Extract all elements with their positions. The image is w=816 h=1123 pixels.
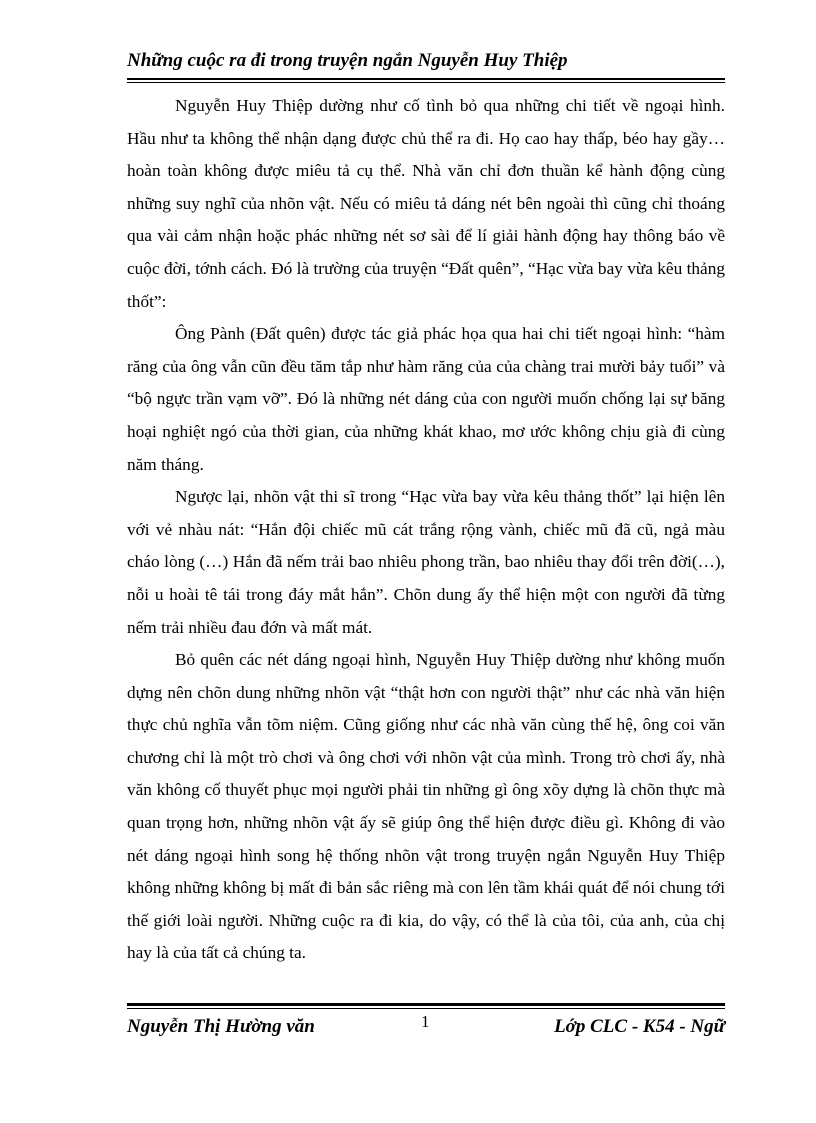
header-rule [127,82,725,83]
paragraph-3: Ngược lại, nhõn vật thi sĩ trong “Hạc vừa bay vừa kêu thảng thốt” lại hiện lên với vẻ nhàu nát: “Hắn đội chiếc mũ cát trắng rộng vành, chiếc mũ đã cũ, ngả màu cháo lòng (…) Hắn đã nếm trải bao nhiêu phong trần, bao nhiêu thay đổi trên đời(…), nỗi u hoài tê tái trong đáy mắt hắn”. Chõn dung ấy thể hiện một con người đã từng nếm trải nhiều đau đớn và mất mát. [127,487,725,637]
footer-author: Nguyễn Thị Hường văn [127,1016,315,1037]
page-footer [127,1003,725,1037]
footer-rule [127,1008,725,1009]
footer-class-label: Lớp CLC - K54 - Ngữ [554,1016,725,1037]
paragraph-4: Bỏ quên các nét dáng ngoại hình, Nguyễn Huy Thiệp dường như không muốn dựng nên chõn dung những nhõn vật “thật hơn con người thật” như các nhà văn hiện thực chủ nghĩa vẫn tõm niệm. Cũng giống như các nhà văn cùng thế hệ, ông coi văn chương chỉ là một trò chơi và ông chơi với nhõn vật của mình. Trong trò chơi ấy, nhà văn không cố thuyết phục mọi người phải tin những gì ông xõy dựng là chõn thực mà quan trọng hơn, những nhõn vật ấy sẽ giúp ông thể hiện được điều gì. Không đi vào nét dáng ngoại hình song hệ thống nhõn vật trong truyện ngắn Nguyễn Huy Thiệp không những không bị mất đi bản sắc riêng mà con lên tầm khái quát để nói chung tới thế giới loài người. Những cuộc ra đi kia, do vậy, có thể là của tôi, của anh, của chị hay là của tất cả chúng ta. [127,650,725,963]
page-header [127,48,725,80]
paragraph-1: Nguyễn Huy Thiệp dường như cố tình bỏ qua những chi tiết về ngoại hình. Hầu như ta không thể nhận dạng được chủ thể ra đi. Họ cao hay thấp, béo hay gầy…hoàn toàn không được miêu tả cụ thể. Nhà văn chỉ đơn thuần kể hành động cùng những suy nghĩ của nhõn vật. Nếu có miêu tả dáng nét bên ngoài thì cũng chỉ thoáng qua vài cảm nhận hoặc phác những nét sơ sài để lí giải hành động hay thông báo về cuộc đời, tớnh cách. Đó là trường của truyện “Đất quên”, “Hạc vừa bay vừa kêu thảng thốt”: [127,96,725,311]
page-number: 1 [421,1012,430,1031]
document-body [127,90,725,970]
header-title: Những cuộc ra đi trong truyện ngắn Nguyễn Huy Thiệp [127,50,568,71]
paragraph-2: Ông Pành (Đất quên) được tác giả phác họa qua hai chi tiết ngoại hình: “hàm răng của ông vẫn cũn đều tăm tắp như hàm răng của của chàng trai mười bảy tuổi” và “bộ ngực trần vạm vỡ”. Đó là những nét dáng của con người muốn chống lại sự băng hoại nghiệt ngó của thời gian, của những khát khao, mơ ước không chịu già đi cùng năm tháng. [127,324,725,474]
